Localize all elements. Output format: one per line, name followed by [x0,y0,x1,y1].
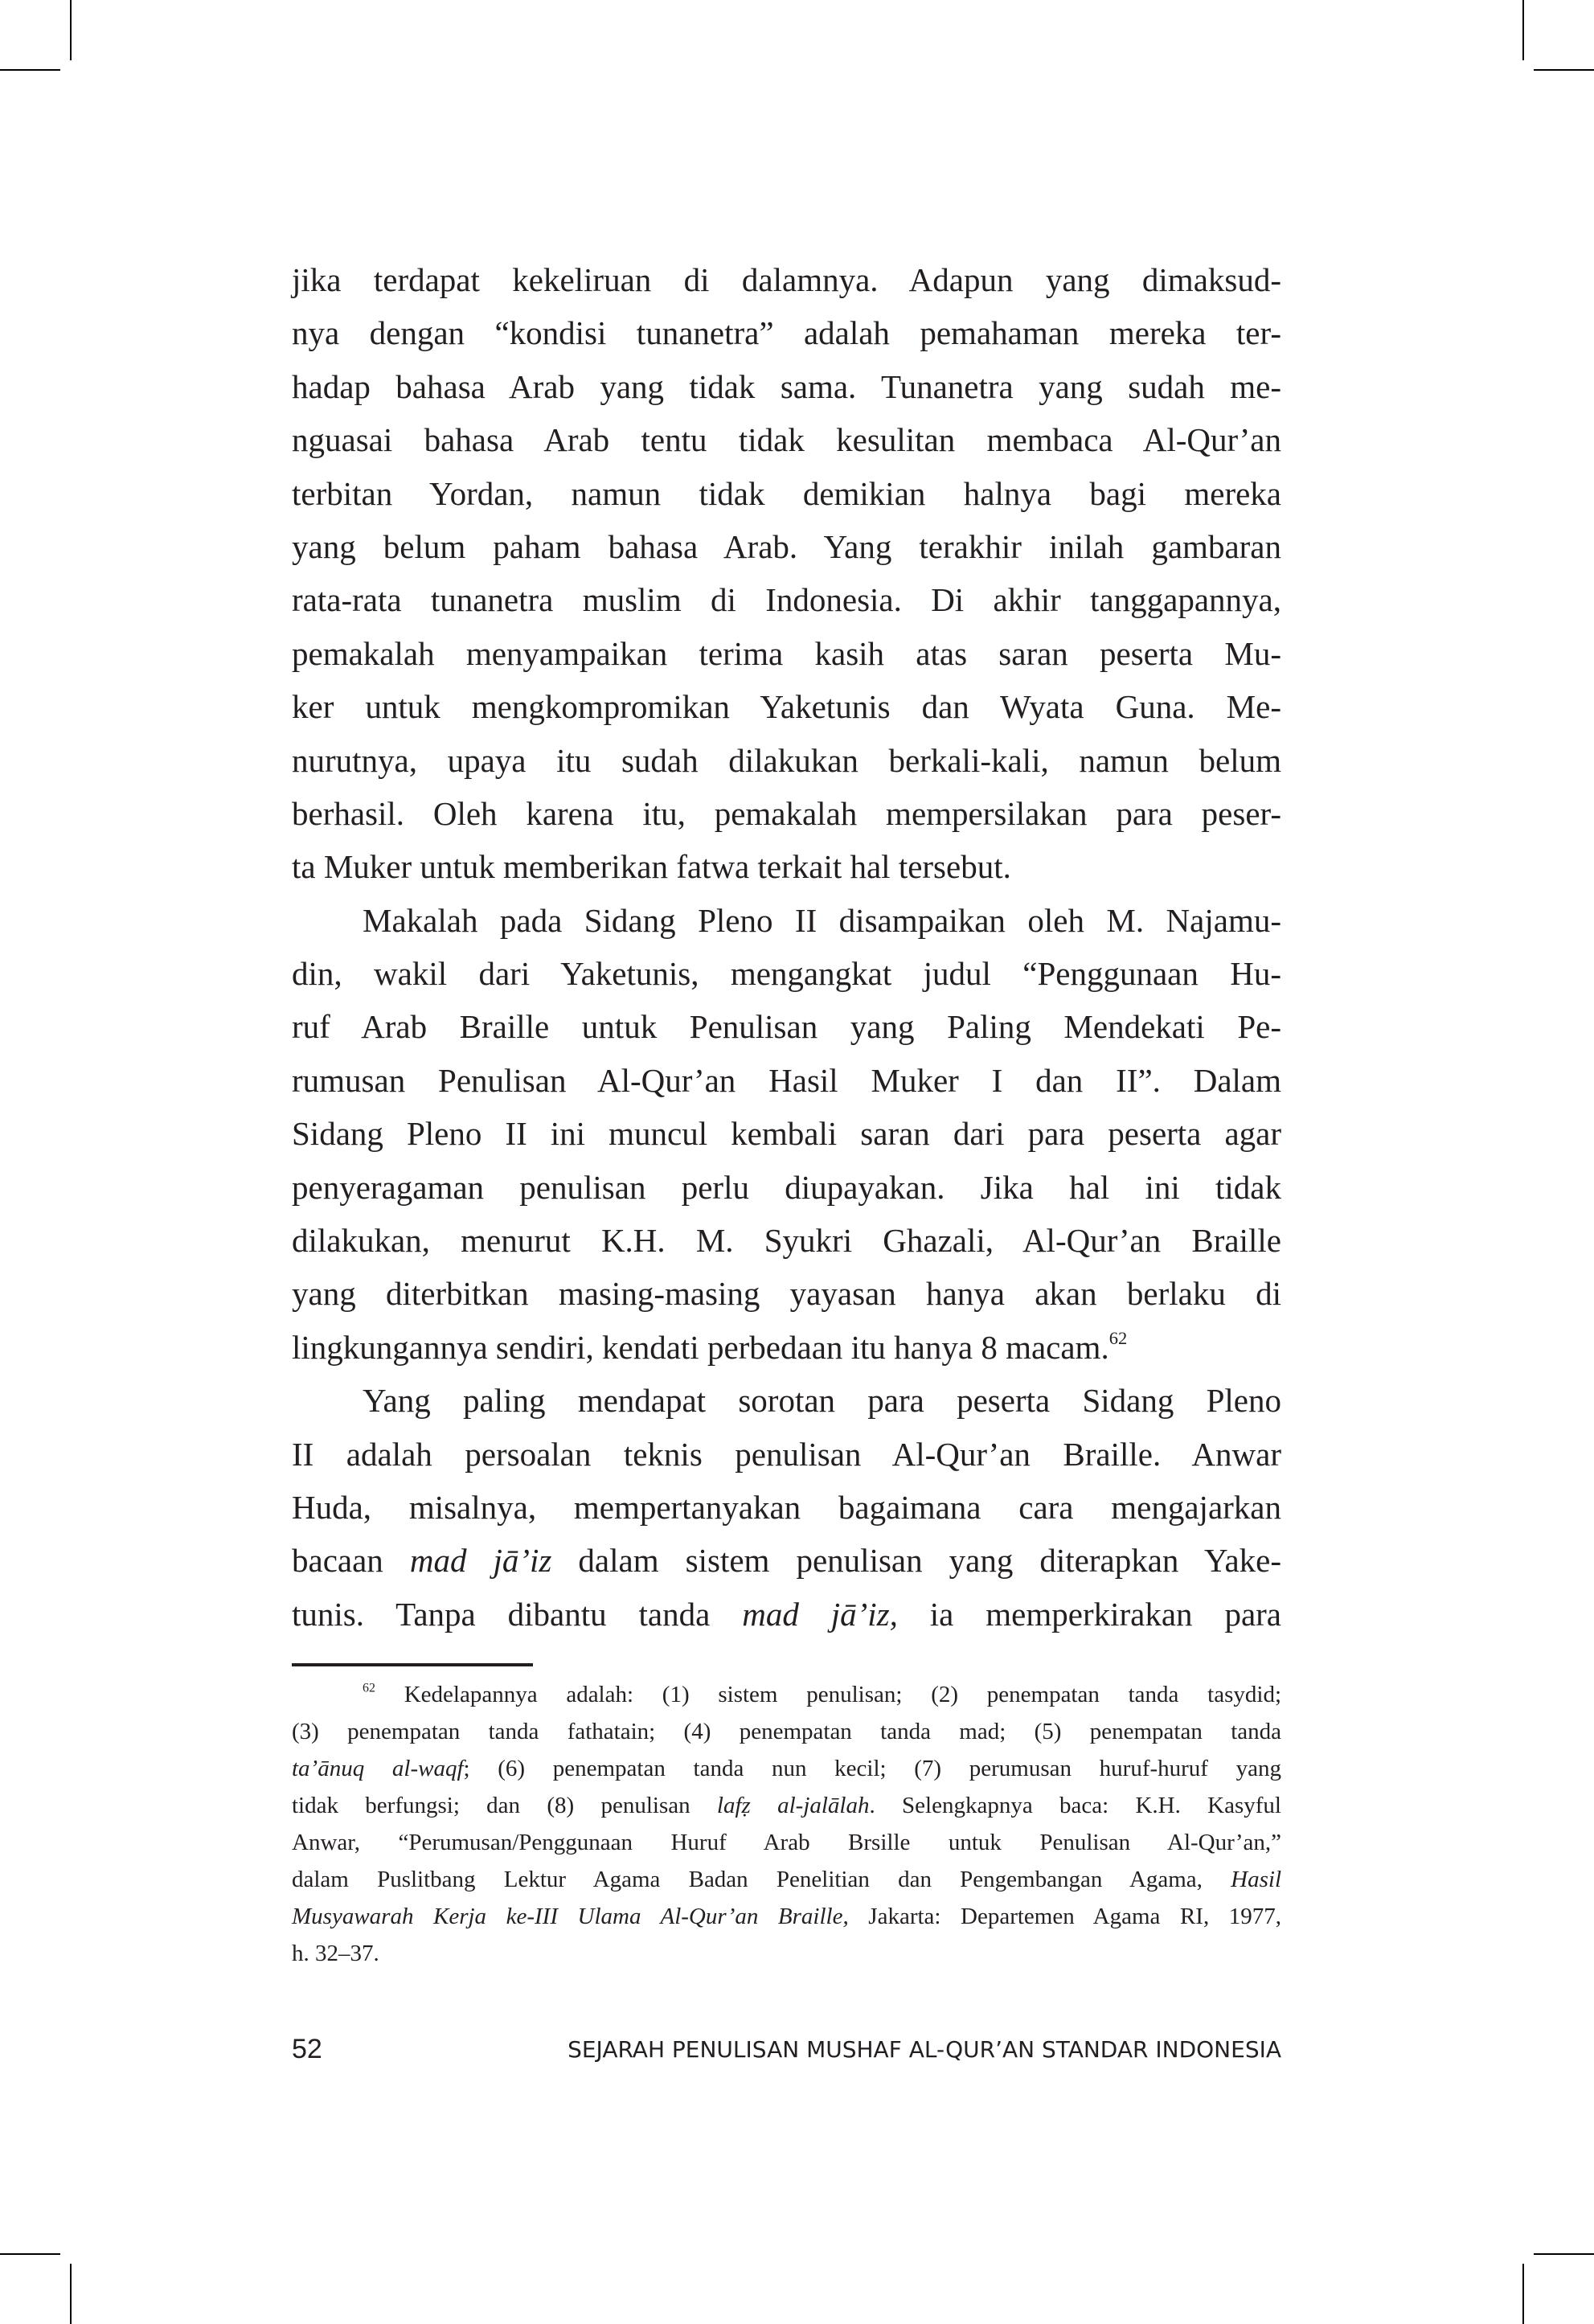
footnote-number: 62 [363,1681,375,1695]
crop-mark [1522,0,1524,60]
text-line: yang belum paham bahasa Arab. Yang terakhir inilah gambaran [292,527,1281,565]
text-line: yang diterbitkan masing-masing yayasan hanya akan berlaku di [292,1275,1281,1313]
footnote-line: (3) penempatan tanda fathatain; (4) penempatan tanda mad; (5) penempatan tanda [292,1719,1281,1744]
text-line: rata-rata tunanetra muslim di Indonesia. Di akhir tanggapannya, [292,581,1281,619]
footnote [292,1676,1281,1972]
text-line: Yang paling mendapat sorotan para peserta Sidang Pleno [363,1382,1281,1420]
text-line [292,1588,1281,1641]
crop-mark [1534,2253,1594,2255]
italic-title: Hasil [1231,1867,1281,1892]
text: . Selengkapnya baca: K.H. Kasyful [869,1793,1281,1818]
text-line: Sidang Pleno II ini muncul kembali saran dari para peserta agar [292,1115,1281,1153]
text-line: dilakukan, menurut K.H. M. Syukri Ghazali, Al-Qur’an Braille [292,1222,1281,1260]
text-line: rumusan Penulisan Al-Qur’an Hasil Muker I dan II”. Dalam [292,1061,1281,1099]
text-line: hadap bahasa Arab yang tidak sama. Tunanetra yang sudah me- [292,367,1281,405]
footnote-rule [292,1663,533,1666]
text: bacaan [292,1542,410,1580]
italic-term: mad jā’iz, [742,1595,898,1633]
footnote-line [292,1676,1281,1713]
text-line: ker untuk mengkompromikan Yaketunis dan Wyata Guna. Me- [292,688,1281,726]
text-line: ta Muker untuk memberikan fatwa terkait hal tersebut. [292,848,1011,886]
text: Jakarta: Departemen Agama RI, 1977, [848,1904,1282,1929]
footnote-line [292,1861,1281,1898]
footnote-line: Anwar, “Perumusan/Penggunaan Huruf Arab Brsille untuk Penulisan Al-Qur’an,” [292,1830,1281,1855]
crop-mark [0,69,60,71]
page-footer [292,2034,1281,2065]
text-line [292,1534,1281,1587]
footnote-ref[interactable]: 62 [1108,1327,1128,1348]
text-line: ruf Arab Braille untuk Penulisan yang Paling Mendekati Pe- [292,1008,1281,1046]
text-line: penyeragaman penulisan perlu diupayakan. Jika hal ini tidak [292,1168,1281,1206]
crop-mark [1534,69,1594,71]
text: ; (6) penempatan tanda nun kecil; (7) perumusan huruf-huruf yang [463,1756,1281,1781]
footnote-line: h. 32–37. [292,1941,379,1966]
italic-term: ta’ānuq al-waqf [292,1756,464,1781]
text-line: Makalah pada Sidang Pleno II disampaikan oleh M. Najamu- [363,901,1281,939]
italic-term: mad jā’iz [409,1542,552,1580]
text: tidak berfungsi; dan (8) penulisan [292,1793,717,1818]
text-line: berhasil. Oleh karena itu, pemakalah mempersilakan para peser- [292,794,1281,832]
crop-mark [70,0,72,60]
italic-term: lafẓ al-jalālah [716,1793,870,1818]
text-line: din, wakil dari Yaketunis, mengangkat judul “Penggunaan Hu- [292,955,1281,993]
text-line: pemakalah menyampaikan terima kasih atas saran peserta Mu- [292,634,1281,672]
crop-mark [0,2253,60,2255]
text: lingkungannya sendiri, kendati perbedaan itu hanya 8 macam. [292,1328,1109,1366]
footnote-line [292,1750,1281,1787]
text-line: II adalah persoalan teknis penulisan Al-Qur’an Braille. Anwar [292,1435,1281,1473]
footnote-line [292,1787,1281,1824]
page-number: 52 [292,2034,322,2064]
text-line: Huda, misalnya, mempertanyakan bagaimana cara mengajarkan [292,1488,1281,1526]
text-line: nurutnya, upaya itu sudah dilakukan berkali-kali, namun belum [292,741,1281,779]
text: Kedelapannya adalah: (1) sistem penulisan; (2) penempatan tanda tasydid; [404,1682,1282,1707]
footnote-line [292,1898,1281,1935]
running-head: SEJARAH PENULISAN MUSHAF AL-QUR’AN STANDAR INDONESIA [568,2036,1281,2063]
crop-mark [1522,2264,1524,2324]
text-line: nya dengan “kondisi tunanetra” adalah pemahaman mereka ter- [292,314,1281,352]
text-line [292,1321,1281,1374]
text: tunis. Tanpa dibantu tanda [292,1595,743,1633]
text-line: jika terdapat kekeliruan di dalamnya. Adapun yang dimaksud- [292,261,1281,298]
text-line: nguasai bahasa Arab tentu tidak kesulitan membaca Al-Qur’an [292,421,1281,459]
text-line: terbitan Yordan, namun tidak demikian halnya bagi mereka [292,474,1281,512]
italic-title: Musyawarah Kerja ke-III Ulama Al-Qur’an Braille, [292,1904,849,1929]
crop-mark [70,2264,72,2324]
text: dalam Puslitbang Lektur Agama Badan Penelitian dan Pengembangan Agama, [292,1867,1231,1892]
text: dalam sistem penulisan yang diterapkan Yake- [551,1542,1282,1580]
text: ia memperkirakan para [897,1595,1281,1633]
body-text [292,253,1281,1641]
